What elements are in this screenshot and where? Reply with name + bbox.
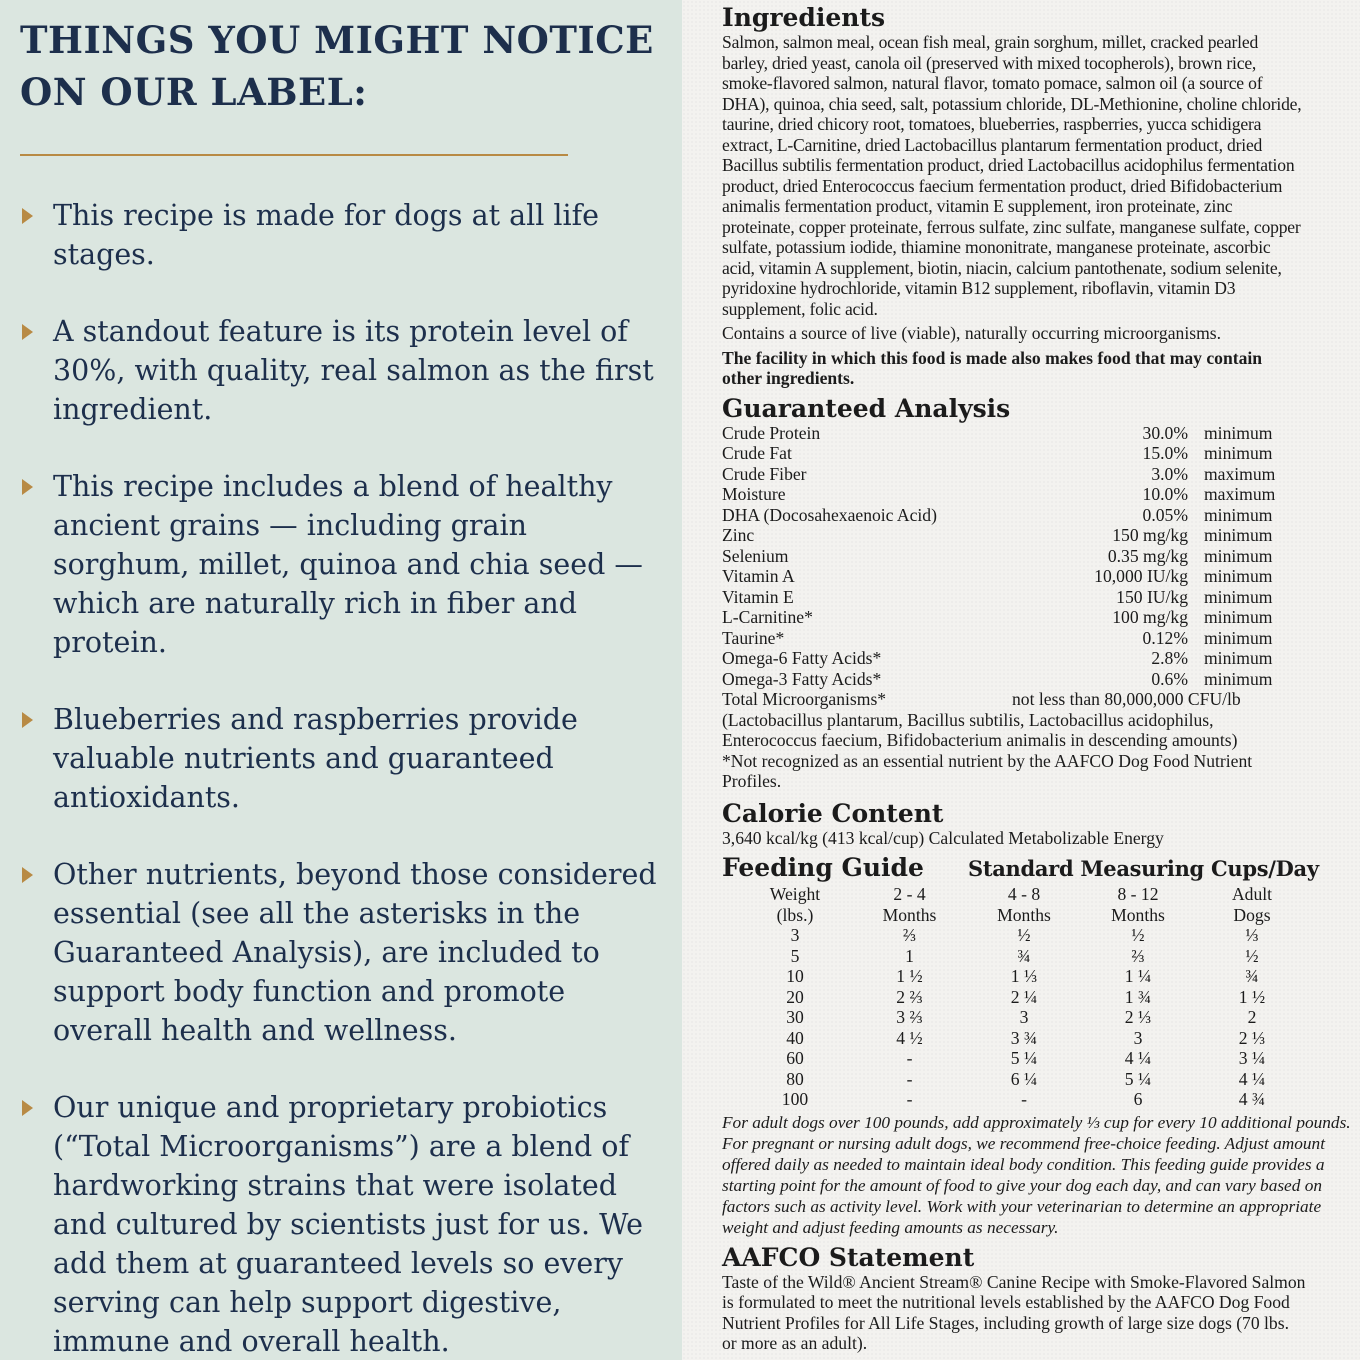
table-cell: 2 ⅓ <box>1238 1027 1266 1048</box>
analysis-qual: maximum <box>1204 484 1276 504</box>
table-cell: - <box>1021 1089 1027 1109</box>
table-cell: 2 ⅔ <box>896 986 923 1007</box>
analysis-value: 150 IU/kg <box>1116 586 1188 607</box>
table-cell: ⅓ <box>1245 925 1259 945</box>
table-cell: 1 ½ <box>1238 986 1266 1007</box>
feeding-header <box>722 854 1360 882</box>
table-cell: ½ <box>1017 925 1031 945</box>
analysis-qual: minimum <box>1204 586 1273 607</box>
analysis-qual: minimum <box>1204 668 1273 689</box>
analysis-name: L-Carnitine* <box>722 607 813 627</box>
table-cell: 60 <box>786 1048 804 1068</box>
analysis-name: DHA (Docosahexaenoic Acid) <box>722 504 937 525</box>
table-row <box>722 669 1275 690</box>
table-cell: 2 ⅓ <box>1124 1007 1152 1027</box>
analysis-value: 0.6% <box>1151 668 1188 689</box>
triangle-bullet-icon <box>22 712 33 728</box>
table-row <box>722 566 1275 587</box>
table-row <box>722 1028 1325 1049</box>
table-cell: 80 <box>786 1068 804 1089</box>
table-cell: ½ <box>1245 945 1259 966</box>
table-cell: 1 ¾ <box>1124 986 1152 1007</box>
analysis-value: 100 mg/kg <box>1112 607 1188 627</box>
table-header-row <box>722 884 1325 905</box>
column-header: Dogs <box>1233 904 1271 925</box>
column-header: (lbs.) <box>776 904 814 925</box>
feeding-title: Feeding Guide <box>722 853 924 882</box>
table-row <box>722 1048 1325 1069</box>
table-cell: ½ <box>1131 925 1145 945</box>
table-cell: 4 ¼ <box>1238 1068 1266 1089</box>
ingredients-title: Ingredients <box>722 3 886 32</box>
analysis-qual: minimum <box>1204 422 1273 443</box>
column-header: 2 - 4 <box>893 884 926 904</box>
analysis-name: Crude Fat <box>722 443 792 463</box>
table-cell: 20 <box>786 986 804 1007</box>
table-row <box>722 546 1275 567</box>
list-item: Other nutrients, beyond those considered essential (see all the asterisks in the Guaranteed Analysis), are included to support body function and promote overall health and wellness. <box>20 855 662 1050</box>
table-row <box>722 966 1325 987</box>
table-cell: 100 <box>781 1089 809 1109</box>
analysis-value: 0.12% <box>1142 627 1188 648</box>
table-row <box>722 525 1275 546</box>
list-item: A standout feature is its protein level of 30%, with quality, real salmon as the first ingredient. <box>20 312 662 429</box>
table-cell: ⅔ <box>1131 945 1145 966</box>
table-cell: 30 <box>786 1007 804 1027</box>
table-cell: ⅔ <box>902 925 917 945</box>
facility-note: The facility in which this food is made also makes food that may contain other ingredients. <box>722 347 1263 388</box>
analysis-value: 3.0% <box>1151 463 1188 484</box>
table-cell: 4 ¾ <box>1238 1089 1266 1109</box>
table-cell: ¾ <box>1245 966 1259 986</box>
aafco-title: AAFCO Statement <box>722 1242 975 1272</box>
table-row <box>722 946 1325 967</box>
table-row <box>722 648 1275 669</box>
table-row <box>722 464 1275 485</box>
analysis-qual: minimum <box>1204 566 1273 586</box>
table-row <box>722 607 1275 628</box>
analysis-qual: maximum <box>1204 463 1276 484</box>
analysis-value: 10.0% <box>1142 484 1188 504</box>
table-cell: 6 ¼ <box>1010 1068 1038 1089</box>
table-cell: 2 ¼ <box>1010 986 1038 1007</box>
analysis-qual: minimum <box>1204 525 1273 545</box>
analysis-name: Omega-6 Fatty Acids* <box>722 648 882 668</box>
table-cell: 5 ¼ <box>1010 1048 1038 1068</box>
table-row <box>722 423 1275 444</box>
column-header: Months <box>1111 904 1165 925</box>
analysis-name: Crude Fiber <box>722 463 807 484</box>
highlights-list <box>20 196 662 1361</box>
triangle-bullet-icon <box>22 479 33 495</box>
aafco-text: Taste of the Wild® Ancient Stream® Canine Recipe with Smoke-Flavored Salmon is formulated to meet the nutritional levels established by the AAFCO Dog Food Nutrient Profiles for All Life Stages, including growth of large size dogs (70 lbs. or more as an adult). <box>722 1271 1306 1353</box>
analysis-qual: minimum <box>1204 545 1273 566</box>
micro-row: Total Microorganisms* not less than 80,000,000 CFU/lb <box>722 689 1241 709</box>
column-header: Weight <box>769 884 821 904</box>
micro-detail: (Lactobacillus plantarum, Bacillus subtilis, Lactobacillus acidophilus, Enterococcus faecium, Bifidobacterium animalis in descending amounts) <box>722 709 1238 750</box>
analysis-qual: minimum <box>1204 627 1273 648</box>
table-cell: 5 ¼ <box>1124 1068 1152 1089</box>
table-cell: 1 ⅓ <box>1010 966 1038 986</box>
list-item: Blueberries and raspberries provide valuable nutrients and guaranteed antioxidants. <box>20 700 662 817</box>
table-cell: 3 <box>1019 1007 1029 1027</box>
table-cell: 1 ¼ <box>1124 966 1152 986</box>
table-row <box>722 925 1325 946</box>
analysis-name: Zinc <box>722 525 755 545</box>
table-cell: 40 <box>786 1027 804 1048</box>
column-header: 8 - 12 <box>1117 884 1159 904</box>
table-cell: ¾ <box>1017 945 1031 966</box>
table-cell: 2 <box>1247 1007 1257 1027</box>
table-cell: 3 <box>790 925 800 945</box>
analysis-qual: minimum <box>1204 607 1273 627</box>
table-row <box>722 587 1275 608</box>
table-cell: 3 ¾ <box>1010 1027 1038 1048</box>
analysis-title: Guaranteed Analysis <box>722 393 1011 423</box>
analysis-value: 0.35 mg/kg <box>1107 545 1188 566</box>
product-label-panel <box>682 0 1360 1360</box>
analysis-value: 150 mg/kg <box>1112 525 1188 545</box>
column-header: Adult <box>1231 884 1273 904</box>
ingredients-text: Salmon, salmon meal, ocean fish meal, grain sorghum, millet, cracked pearled barley, dried yeast, canola oil (preserved with mixed tocopherols), brown rice, smoke-flavored salmon, natural flavor, tomato pomace, salmon oil (a source of DHA), quinoa, chia seed, salt, potassium chloride, DL-Methionine, choline chloride, taurine, dried chicory root, tomatoes, blueberries, raspberries, yucca schidigera extract, L-Carnitine, dried Lactobacillus plantarum fermentation product, dried Bacillus subtilis fermentation product, dried Lactobacillus acidophilus fermentation product, dried Enterococcus faecium fermentation product, dried Bifidobacterium animalis fermentation product, vitamin E supplement, iron proteinate, zinc proteinate, copper proteinate, ferrous sulfate, zinc sulfate, manganese sulfate, copper sulfate, potassium iodide, thiamine mononitrate, manganese proteinate, ascorbic acid, vitamin A supplement, biotin, niacin, calcium pantothenate, sodium selenite, pyridoxine hydrochloride, vitamin B12 supplement, riboflavin, vitamin D3 supplement, folic acid. <box>722 32 1302 319</box>
column-header: Months <box>997 904 1051 925</box>
triangle-bullet-icon <box>22 1100 33 1116</box>
triangle-bullet-icon <box>22 867 33 883</box>
table-cell: 4 ¼ <box>1124 1048 1152 1068</box>
table-row <box>722 484 1275 505</box>
table-cell: 1 ½ <box>896 966 923 986</box>
microorganism-note: Contains a source of live (viable), naturally occurring microorganisms. <box>722 323 1221 343</box>
analysis-name: Crude Protein <box>722 422 821 443</box>
feeding-subtitle: Standard Measuring Cups/Day <box>967 856 1319 881</box>
triangle-bullet-icon <box>22 324 33 340</box>
divider <box>20 154 568 156</box>
analysis-value: 15.0% <box>1142 443 1188 463</box>
table-row <box>722 443 1275 464</box>
column-header: 4 - 8 <box>1007 884 1041 904</box>
table-cell: 3 <box>1133 1027 1143 1048</box>
analysis-name: Omega-3 Fatty Acids* <box>722 668 882 689</box>
table-row <box>722 505 1275 526</box>
calorie-title: Calorie Content <box>722 798 944 828</box>
table-row <box>722 987 1325 1008</box>
analysis-table <box>722 423 1275 690</box>
analysis-name: Vitamin E <box>722 586 794 607</box>
table-cell: 5 <box>790 945 800 966</box>
analysis-name: Taurine* <box>722 627 785 648</box>
table-row <box>722 1007 1325 1028</box>
calorie-text: 3,640 kcal/kg (413 kcal/cup) Calculated Metabolizable Energy <box>722 827 1164 848</box>
analysis-qual: minimum <box>1204 648 1273 668</box>
table-cell: 10 <box>786 966 804 986</box>
table-cell: 3 ⅔ <box>896 1007 923 1027</box>
column-header: Months <box>882 904 937 925</box>
analysis-name: Moisture <box>722 484 786 504</box>
table-row <box>722 1069 1325 1090</box>
analysis-qual: minimum <box>1204 504 1273 525</box>
table-cell: - <box>906 1089 913 1109</box>
table-cell: 4 ½ <box>896 1027 923 1048</box>
analysis-value: 0.05% <box>1142 504 1188 525</box>
analysis-name: Selenium <box>722 545 789 566</box>
page-title: THINGS YOU MIGHT NOTICE ON OUR LABEL: <box>20 18 654 114</box>
table-cell: 3 ¼ <box>1238 1048 1266 1068</box>
table-cell: 6 <box>1133 1089 1143 1109</box>
analysis-value: 10,000 IU/kg <box>1094 566 1188 586</box>
triangle-bullet-icon <box>22 208 33 224</box>
table-cell: - <box>906 1068 913 1089</box>
table-header-row <box>722 905 1325 926</box>
analysis-value: 30.0% <box>1142 422 1188 443</box>
analysis-qual: minimum <box>1204 443 1273 463</box>
analysis-value: 2.8% <box>1151 648 1188 668</box>
table-cell: - <box>906 1048 913 1068</box>
table-row <box>722 628 1275 649</box>
list-item: Our unique and proprietary probiotics (“Total Microorganisms”) are a blend of hardworking strains that were isolated and cultured by scientists just for us. We add them at guaranteed levels so every serving can help support digestive, immune and overall health. <box>20 1088 662 1361</box>
list-item: This recipe includes a blend of healthy ancient grains — including grain sorghum, millet, quinoa and chia seed — which are naturally rich in fiber and protein. <box>20 467 662 662</box>
analysis-footnote: *Not recognized as an essential nutrient by the AAFCO Dog Food Nutrient Profiles. <box>722 750 1253 791</box>
table-cell: 1 <box>905 945 914 966</box>
table-row <box>722 1089 1325 1110</box>
feeding-note: For adult dogs over 100 pounds, add approximately ⅓ cup for every 10 additional pounds. For pregnant or nursing adult dogs, we recommend free-choice feeding. Adjust amount offered daily as needed to maintain ideal body condition. This feeding guide provides a starting point for the amount of food to give your dog each day, and can vary based on factors such as activity level. Work with your veterinarian to determine an appropriate weight and adjust feeding amounts as necessary. <box>722 1112 1351 1237</box>
list-item: This recipe is made for dogs at all life stages. <box>20 196 662 274</box>
analysis-name: Vitamin A <box>722 566 795 586</box>
feeding-table <box>722 884 1325 1110</box>
